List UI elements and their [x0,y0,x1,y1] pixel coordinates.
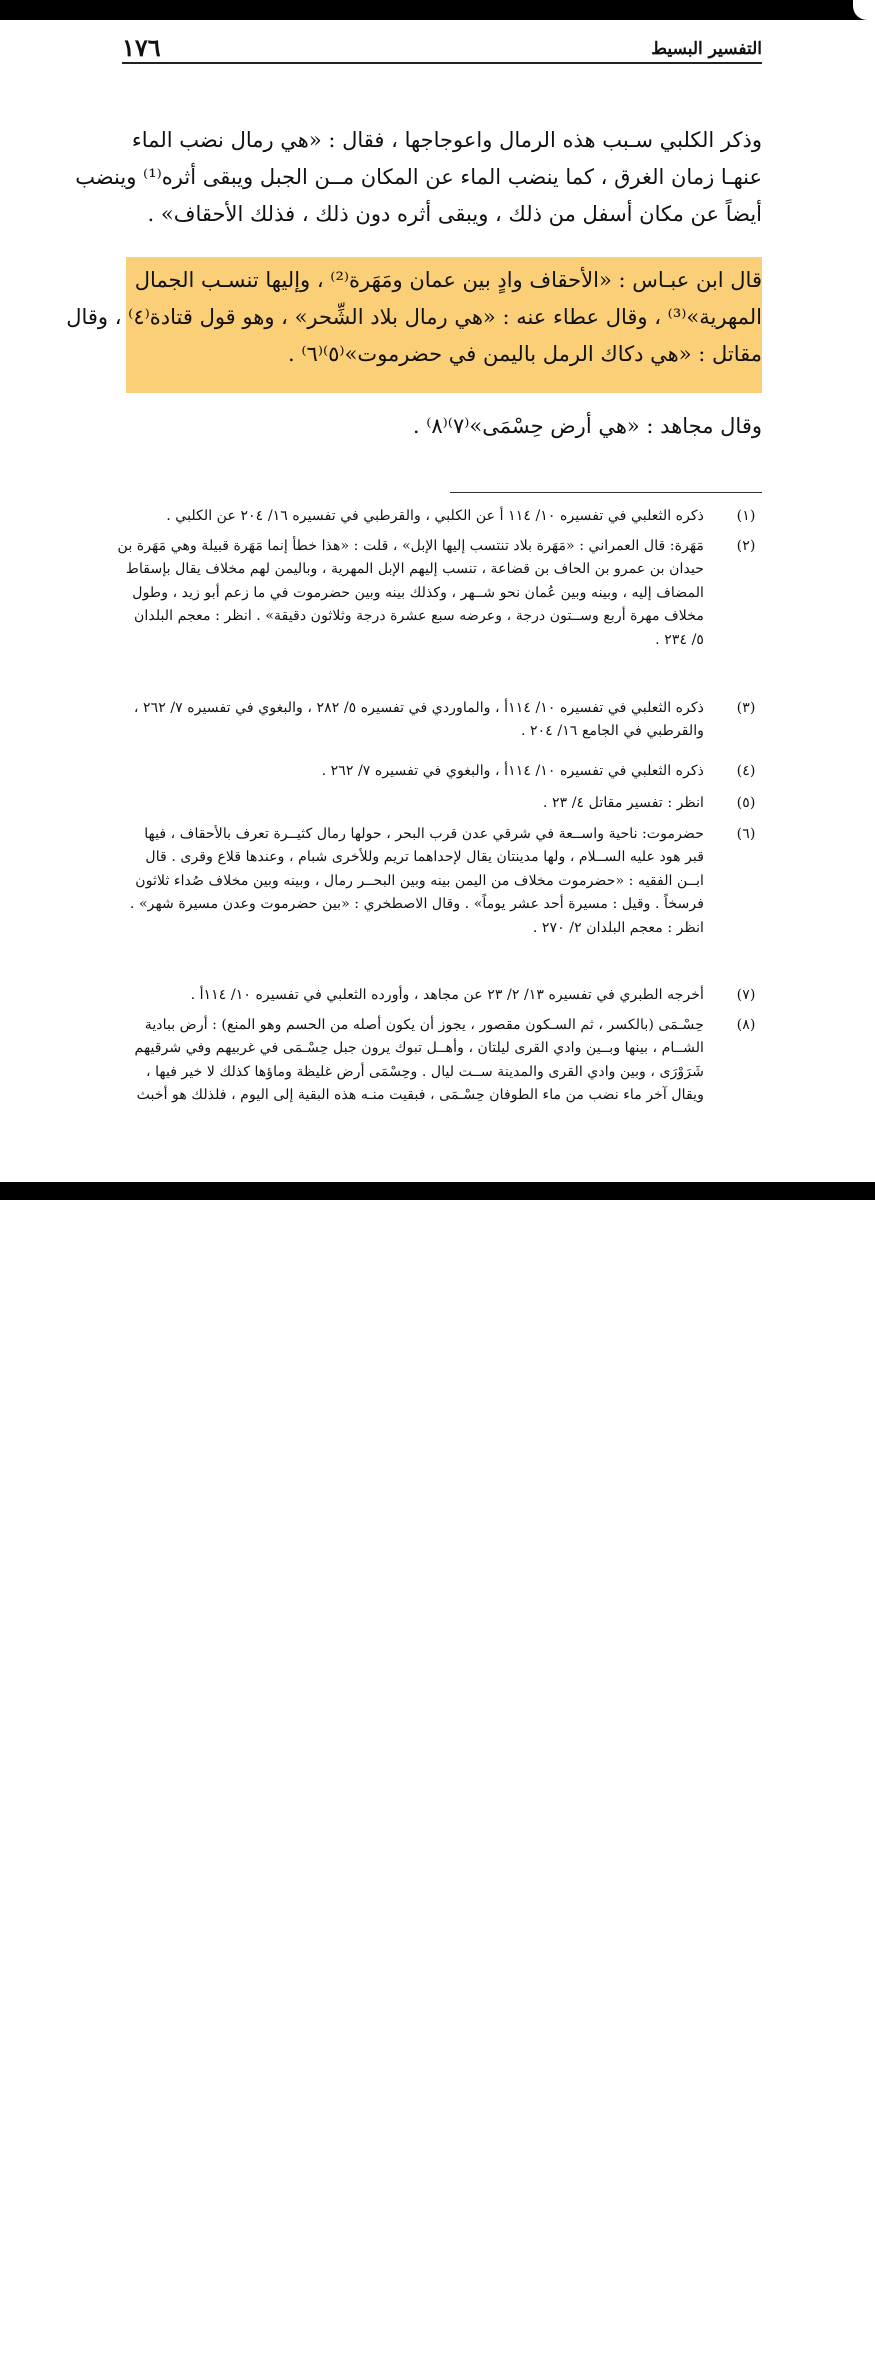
running-title: التفسير البسيط [651,39,762,59]
footnote-line: حيدان بن عمرو بن الحاف بن قضاعة ، تنسب إليهم الإبل المهرية ، وباليمن لهم مخلاف يقال بإسقاط [125,561,704,578]
page-header [122,34,762,64]
footnote-line: ذكره الثعلبي في تفسيره ١٠/ ١١٤أ ، والبغوي في تفسيره ٧/ ٢٦٢ . [321,763,704,779]
footnote-line: مَهَرة: قال العمراني : «مَهَرة بلاد تنتسب إليها الإبل» ، قلت : «هذا خطأ إنما مَهَرة قبيلة وهي مَهَرة بن [117,538,704,554]
text-line: مقاتل : «هي دكاك الرمل باليمن في حضرموت»⁽٥⁾⁽٦⁾ . [288,342,762,366]
footnote-line: ذكره الثعلبي في تفسيره ١٠/ ١١٤ أ عن الكلبي ، والقرطبي في تفسيره ١٦/ ٢٠٤ عن الكلبي . [166,508,704,524]
footnote-line: ذكره الثعلبي في تفسيره ١٠/ ١١٤أ ، والماوردي في تفسيره ٥/ ٢٨٢ ، والبغوي في تفسيره ٧/ ٢٦٢ ، [133,700,704,716]
top-black-bar [0,0,875,20]
footnote-line: انظر : تفسير مقاتل ٤/ ٢٣ . [542,795,704,811]
footnote-number: (١) [736,508,756,524]
paragraph-ibn-abbas-highlighted [66,262,762,388]
footnote-line: انظر : معجم البلدان ٢/ ٢٧٠ . [532,919,704,936]
footnote-line: أخرجه الطبري في تفسيره ١٣/ ٢/ ٢٣ عن مجاهد ، وأورده الثعلبي في تفسيره ١٠/ ١١٤أ . [190,987,704,1003]
footnote-text [122,984,704,1007]
paragraph-mujahid [122,408,762,448]
footnote-line: حِسْـمَى (بالكسر ، ثم السـكون مقصور ، يجوز أن يكون أصله من الحسم وهو المنع) : أرض ببادية [144,1017,704,1033]
footnote-text [117,535,704,652]
footnote-line: المضاف إليه ، وبينه وبين عُمان نحو شــهر ، وكذلك بينه وبين حضرموت في ما زعم أبو زيد ، وطول [132,584,704,601]
text-line: المهرية»⁽³⁾ ، وقال عطاء عنه : «هي رمال بلاد الشِّحر» ، وهو قول قتادة⁽٤⁾ ، وقال [66,305,762,329]
footnote-line: مخلاف مهرة أربع وســتون درجة ، وعرضه سبع عشرة درجة وثلاثون دقيقة» . انظر : معجم البلدان [134,608,704,625]
footnote-number: (٤) [736,763,756,779]
footnote-number: (٧) [736,987,756,1003]
page-number: ١٧٦ [122,33,161,62]
header-rule [122,62,762,64]
text-line: قال ابن عبـاس : «الأحقاف وادٍ بين عمان ومَهَرة⁽²⁾ ، وإليها تنسـب الجمال [134,268,762,292]
text-line: أيضاً عن مكان أسفل من ذلك ، ويبقى أثره دون ذلك ، فذلك الأحقاف» . [147,202,762,226]
paragraph-kalbi [75,122,762,242]
footnote-text [122,1014,704,1108]
footnote-line: قبر هود عليه الســلام ، ولها مدينتان يقال لإحداهما تريم وللأخرى شبام ، وعندها قلاع وقرى . قال [145,849,704,866]
footnote-line: فرسخاً . وقيل : مسيرة أحد عشر يوماً» . وقال الاصطخري : «بين حضرموت وعدن مسيرة شهر» . [129,896,704,913]
text-line: عنهـا زمان الغرق ، كما ينضب الماء عن المكان مــن الجبل ويبقى أثره⁽¹⁾ وينضب [75,165,762,189]
footnote-number: (٦) [736,826,756,842]
footnote-text [122,697,704,744]
footnote-number: (٨) [736,1017,756,1033]
footnote-text [122,823,704,940]
footnote-separator [450,492,762,493]
footnote-text [122,760,704,783]
footnote-line: ويقال آخر ماء نضب من ماء الطوفان حِسْـمَى ، فبقيت منـه هذه البقية إلى اليوم ، فلذلك هو أخبث [136,1087,704,1104]
bottom-black-bar [0,1182,875,1200]
footnote-line: شَرَوْرَى ، وبين وادي القرى والمدينة ســت ليال . وحِسْمَى أرض غليظة وماؤها كذلك لا خير فيها ، [146,1063,704,1080]
footnote-line: الشــام ، بينها وبــين وادي القرى ليلتان ، وأهــل تبوك يرون جبل حِسْـمَى في غربيهم وفي شرقيهم [134,1040,704,1057]
footnote-number: (٣) [736,700,756,716]
footnote-line: ابــن الفقيه : «حضرموت مخلاف من اليمن بينه وبين البحــر رمال ، وبينه وبين مخلاف صُداء ثلاثون [135,872,704,889]
footnote-text [122,792,704,815]
text-line: وقال مجاهد : «هي أرض حِسْمَى»⁽٧⁾⁽٨⁾ . [412,414,762,438]
footnote-number: (٥) [736,795,756,811]
footnote-line: ٥/ ٢٣٤ . [655,631,704,648]
footnote-line: حضرموت: ناحية واســعة في شرقي عدن قرب البحر ، حولها رمال كثيــرة تعرف بالأحقاف ، فيها [144,826,704,842]
text-line: وذكر الكلبي سـبب هذه الرمال واعوجاجها ، فقال : «هي رمال نضب الماء [131,128,762,152]
footnote-line: والقرطبي في الجامع ١٦/ ٢٠٤ . [520,723,704,740]
footnote-text [122,505,704,528]
footnote-number: (٢) [736,538,756,554]
